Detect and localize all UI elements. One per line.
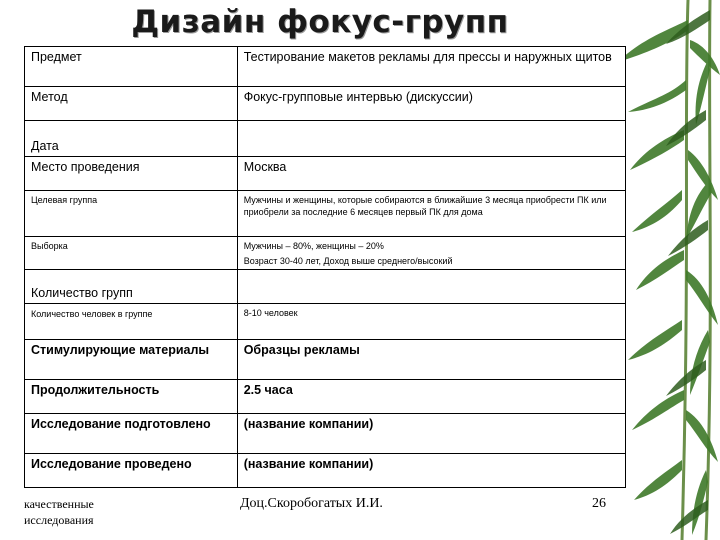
- row-value: 2.5 часа: [237, 380, 625, 414]
- table-row: [25, 414, 626, 454]
- footer-author: Доц.Скоробогатых И.И.: [240, 496, 383, 511]
- row-label: Метод: [25, 87, 238, 121]
- row-label: Исследование проведено: [25, 454, 238, 488]
- row-value: Фокус-групповые интервью (дискуссии): [237, 87, 625, 121]
- row-label: Место проведения: [25, 157, 238, 191]
- table-row: [25, 237, 626, 270]
- table-row: [25, 157, 626, 191]
- row-label: Продолжительность: [25, 380, 238, 414]
- row-value: [237, 237, 625, 270]
- page-title: Дизайн фокус-групп: [131, 4, 509, 40]
- sample-line-2: Возраст 30-40 лет, Доход выше среднего/высокий: [243, 256, 453, 266]
- row-value: Тестирование макетов рекламы для прессы и наружных щитов: [237, 47, 625, 87]
- table-row: [25, 47, 626, 87]
- row-label: Количество групп: [25, 270, 238, 304]
- table-row: [25, 380, 626, 414]
- focus-group-design-table: [24, 46, 626, 488]
- bamboo-leaves-icon: [610, 0, 720, 540]
- row-value: 8-10 человек: [237, 304, 625, 340]
- table-row: [25, 191, 626, 237]
- row-label: Выборка: [25, 237, 238, 270]
- row-value: [237, 121, 625, 157]
- row-value: (название компании): [237, 414, 625, 454]
- sample-line-1: Мужчины – 80%, женщины – 20%: [243, 241, 384, 251]
- row-label: Исследование подготовлено: [25, 414, 238, 454]
- table-row: [25, 87, 626, 121]
- table-row: [25, 304, 626, 340]
- page-number: 26: [592, 496, 606, 511]
- row-value: (название компании): [237, 454, 625, 488]
- table-row: [25, 270, 626, 304]
- row-label: Предмет: [25, 47, 238, 87]
- row-value: Москва: [237, 157, 625, 191]
- row-value: Образцы рекламы: [237, 340, 625, 380]
- row-label: Количество человек в группе: [25, 304, 238, 340]
- row-value: [237, 270, 625, 304]
- table-row: [25, 121, 626, 157]
- row-value: Мужчины и женщины, которые собираются в ближайшие 3 месяца приобрести ПК или приобрели за последние 6 месяцев первый ПК для дома: [237, 191, 625, 237]
- table-row: [25, 454, 626, 488]
- footer-topic: качественные исследования: [24, 497, 94, 527]
- row-label: Дата: [25, 121, 238, 157]
- row-label: Стимулирующие материалы: [25, 340, 238, 380]
- table-row: [25, 340, 626, 380]
- row-label: Целевая группа: [25, 191, 238, 237]
